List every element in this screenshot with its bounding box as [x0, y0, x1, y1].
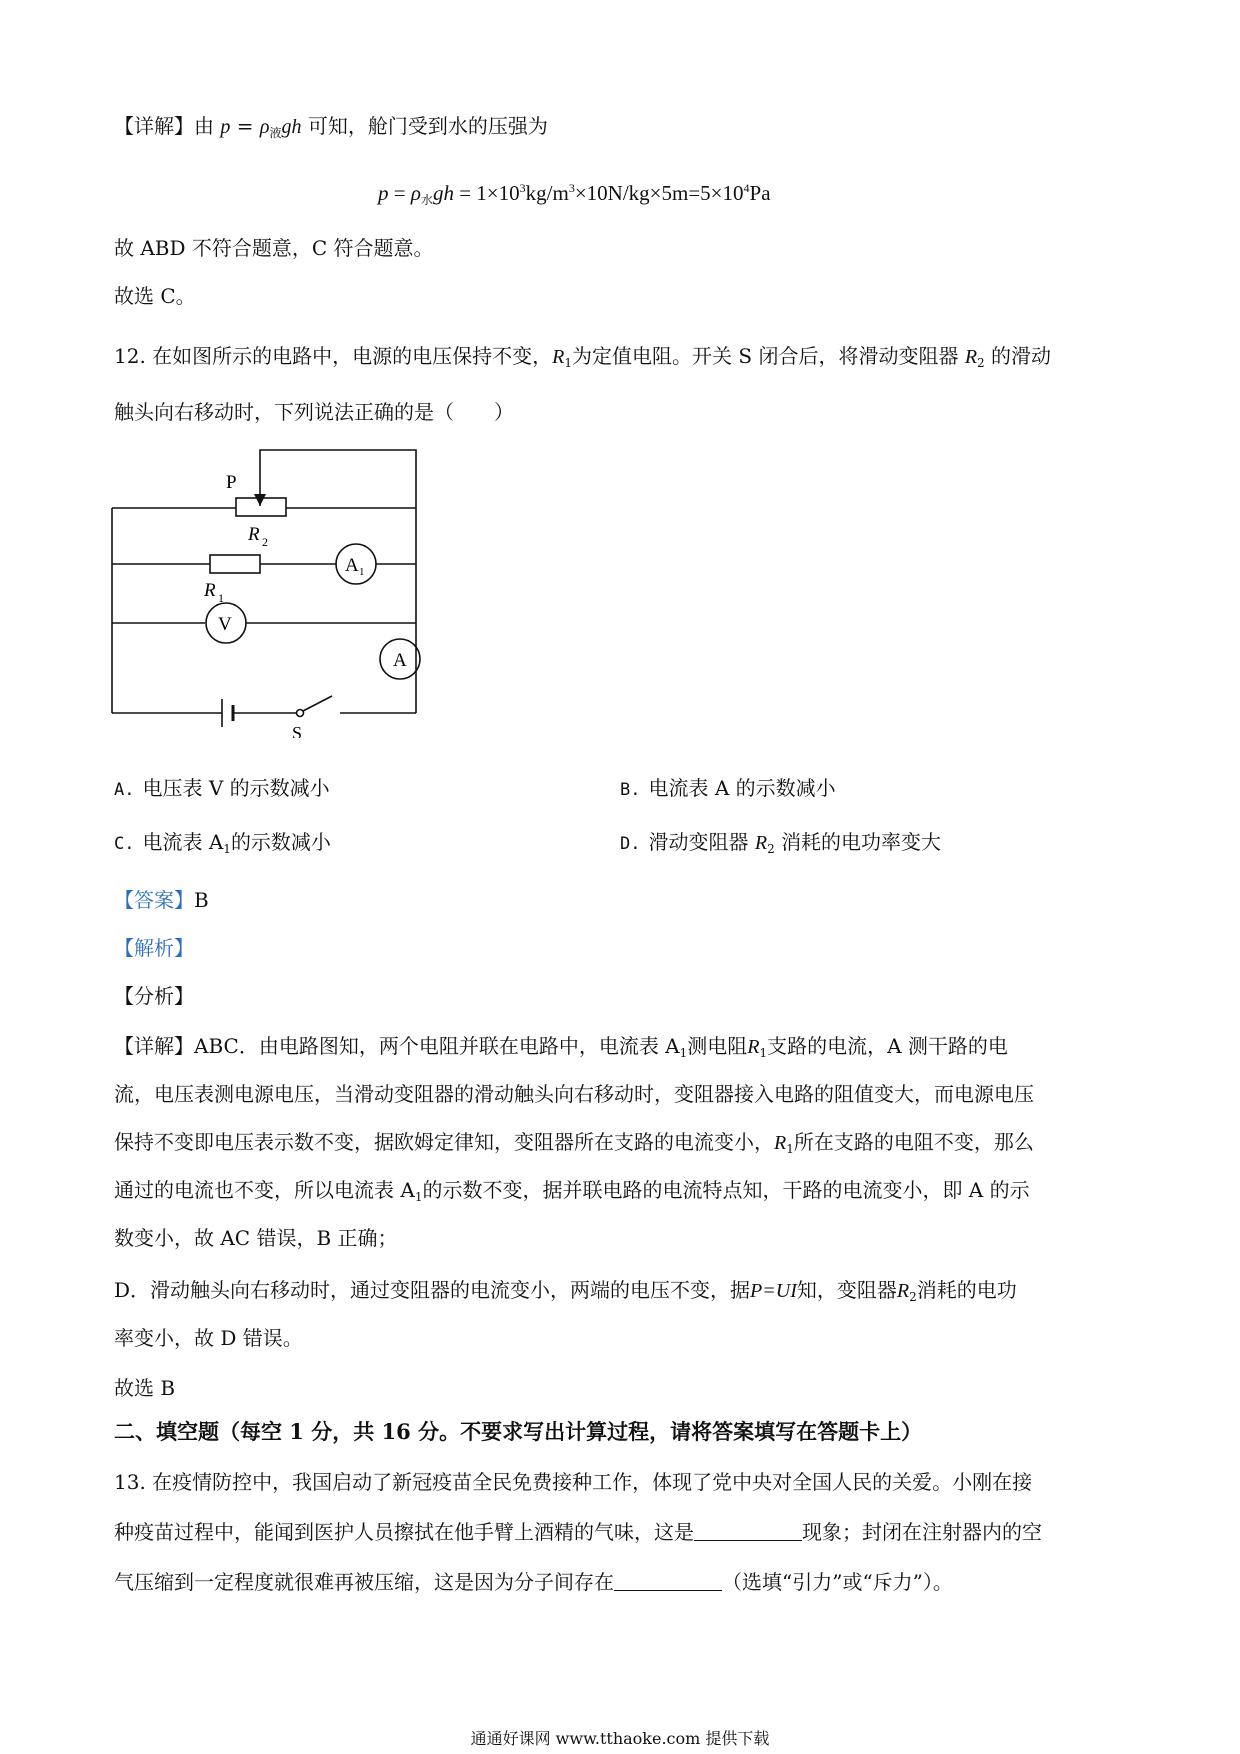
section-title: 二、填空题（每空 1 分，共 16 分。不要求写出计算过程，请将答案填写在答题卡上） [114, 1419, 923, 1444]
r2-label-sub: 2 [262, 535, 268, 549]
q13-line3: 气压缩到一定程度就很难再被压缩，这是因为分子间存在 （选填“引力”或“斥力”）。 [114, 1570, 953, 1594]
switch-icon [303, 696, 332, 711]
circuit-diagram [100, 448, 440, 738]
detail12-line2: 流，电压表测电源电压，当滑动变阻器的滑动触头向右移动时，变阻器接入电路的阻值变大，而电源电压 [114, 1082, 1034, 1106]
answer-blank-1[interactable] [694, 1522, 802, 1541]
option-d[interactable]: D. 滑动变阻器 $R_2$ 消耗的电功率变大 [620, 830, 942, 856]
answer-line [114, 888, 209, 912]
detail-tag: 【详解】 [114, 114, 194, 138]
analysis-tag: 【解析】 [114, 936, 194, 960]
detail12-line3: 保持不变即电压表示数不变，据欧姆定律知，变阻器所在支路的电流变小，$R_1$所在支路的电阻不变，那么 [114, 1130, 1034, 1156]
r1-label: R [204, 580, 216, 601]
detail12-line1: 【详解】ABC．由电路图知，两个电阻并联在电路中，电流表 $A_1$测电阻$R_1$支路的电流，A 测干路的电 [114, 1034, 1008, 1060]
r2-label: R [248, 524, 260, 545]
footer: 通通好课网 www.tthaoke.com 提供下载 [470, 1729, 770, 1748]
detail12-line4: 通过的电流也不变，所以电流表 $A_1$的示数不变，据并联电路的电流特点知，干路的电流变小，即 A 的示 [114, 1178, 1030, 1204]
q12-stem-line1: 12. 在如图所示的电路中，电源的电压保持不变，$R_1$为定值电阻。开关 S 闭合后，将滑动变阻器 $R_2$ 的滑动 [114, 344, 1052, 370]
detail12-line6: D．滑动触头向右移动时，通过变阻器的电流变小，两端的电压不变，据P=UI知，变阻器$R_2$消耗的电功 [114, 1278, 1017, 1304]
option-a[interactable]: A. 电压表 V 的示数减小 [114, 776, 330, 800]
pressure-formula: $p = \rho_水gh = 1\times 10^3kg/m^3\times 10N/kg\times 5m=5\times 10^4Pa$ [378, 181, 771, 207]
answer-blank-2[interactable] [614, 1572, 722, 1591]
a1-label-sub: 1 [359, 566, 365, 578]
option-b[interactable]: B. 电流表 A 的示数减小 [620, 776, 836, 800]
option-c[interactable]: C. 电流表 $A_1$的示数减小 [114, 830, 331, 856]
answer-value: B [194, 888, 209, 912]
switch-contact-icon [297, 710, 304, 717]
r1-resistor [210, 555, 260, 573]
detail11-line: 【详解】由 $p = \rho_液gh$ 可知，舱门受到水的压强为 [114, 114, 548, 140]
fenxi-tag: 【分析】 [114, 984, 194, 1008]
q13-line2: 种疫苗过程中，能闻到医护人员擦拭在他手臂上酒精的气味，这是 现象；封闭在注射器内的空 [114, 1520, 1042, 1544]
detail12-line8: 故选 B [114, 1376, 176, 1400]
v-label: V [218, 614, 232, 635]
a1-label: A [345, 555, 359, 576]
slider-wire [260, 450, 416, 713]
r1-label-sub: 1 [218, 591, 224, 605]
detail12-line7: 率变小，故 D 错误。 [114, 1326, 303, 1350]
detail12-line5: 数变小，故 AC 错误，B 正确； [114, 1226, 398, 1250]
q12-stem-line2: 触头向右移动时，下列说法正确的是（ ） [114, 400, 514, 424]
slider-label: P [226, 472, 237, 493]
a-label: A [393, 650, 407, 671]
conclusion-line: 故 ABD 不符合题意，C 符合题意。 [114, 236, 434, 260]
choice-line: 故选 C。 [114, 284, 196, 308]
answer-tag: 【答案】 [114, 888, 194, 912]
slider-arrowhead-icon [254, 494, 266, 506]
switch-label: S [292, 723, 303, 738]
q13-line1: 13. 在疫情防控中，我国启动了新冠疫苗全民免费接种工作，体现了党中央对全国人民的关爱。小刚在接 [114, 1470, 1033, 1494]
